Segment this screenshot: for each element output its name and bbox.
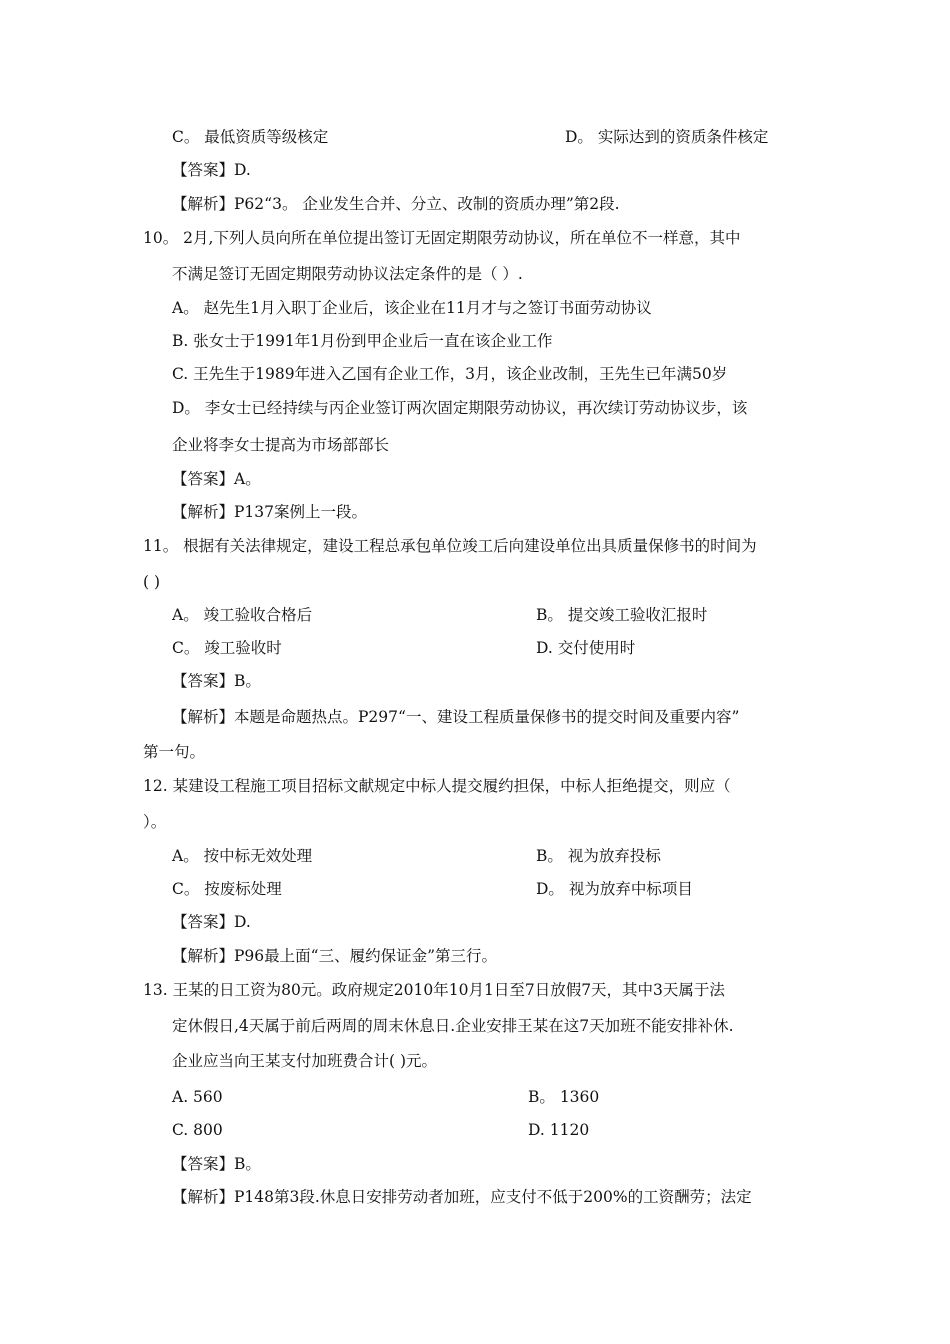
question-12-line-1: 12. 某建设工程施工项目招标文献规定中标人提交履约担保，中标人拒绝提交，则应（ — [143, 777, 731, 795]
analysis-q12: 【解析】P96最上面“三、履约保证金”第三行。 — [172, 947, 498, 965]
option-d-q10-line-1: D。 李女士已经持续与丙企业签订两次固定期限劳动协议，再次续订劳动协议步，该 — [172, 399, 748, 417]
option-c-q10: C. 王先生于1989年进入乙国有企业工作，3月，该企业改制，王先生已年满50岁 — [172, 365, 728, 383]
analysis-q10: 【解析】P137案例上一段。 — [172, 503, 368, 521]
answer-q13: 【答案】B。 — [172, 1155, 261, 1173]
option-a-q12: A。 按中标无效处理 — [172, 847, 313, 865]
question-10-line-1: 10。 2月,下列人员向所在单位提出签订无固定期限劳动协议，所在单位不一样意，其中 — [143, 229, 741, 247]
analysis-q11-line-2: 第一句。 — [143, 743, 206, 761]
question-12-line-2: ）。 — [143, 813, 167, 831]
answer-q12: 【答案】D. — [172, 913, 251, 931]
question-13-line-1: 13. 王某的日工资为80元。政府规定2010年10月1日至7日放假7天，其中3天属于法 — [143, 981, 725, 999]
option-c-q11: C。 竣工验收时 — [172, 639, 282, 657]
question-13-line-3: 企业应当向王某支付加班费合计( )元。 — [172, 1052, 438, 1070]
option-b-q13: B。 1360 — [528, 1088, 600, 1106]
option-d-q13: D. 1120 — [528, 1121, 590, 1139]
option-b-q11: B。 提交竣工验收汇报时 — [536, 606, 708, 624]
analysis-q9: 【解析】P62“3。 企业发生合并、分立、改制的资质办理”第2段. — [172, 195, 620, 213]
question-11-line-1: 11。 根据有关法律规定，建设工程总承包单位竣工后向建设单位出具质量保修书的时间为 — [143, 537, 757, 555]
question-10-line-2: 不满足签订无固定期限劳动协议法定条件的是（ ）. — [172, 265, 523, 283]
option-c-q9: C。 最低资质等级核定 — [172, 128, 329, 146]
option-d-q10-line-2: 企业将李女士提高为市场部部长 — [172, 436, 390, 454]
analysis-q13: 【解析】P148第3段.休息日安排劳动者加班，应支付不低于200%的工资酬劳；法定 — [172, 1188, 752, 1206]
option-c-q13: C. 800 — [172, 1121, 223, 1139]
option-a-q11: A。 竣工验收合格后 — [172, 606, 313, 624]
answer-q11: 【答案】B。 — [172, 672, 261, 690]
question-11-line-2: ( ) — [143, 573, 161, 591]
option-c-q12: C。 按废标处理 — [172, 880, 282, 898]
option-d-q9: D。 实际达到的资质条件核定 — [565, 128, 769, 146]
option-b-q10: B. 张女士于1991年1月份到甲企业后一直在该企业工作 — [172, 332, 553, 350]
answer-q9: 【答案】D. — [172, 161, 251, 179]
option-a-q10: A。 赵先生1月入职丁企业后，该企业在11月才与之签订书面劳动协议 — [172, 299, 652, 317]
option-a-q13: A. 560 — [172, 1088, 223, 1106]
option-d-q12: D。 视为放弃中标项目 — [536, 880, 693, 898]
analysis-q11-line-1: 【解析】本题是命题热点。P297“一、建设工程质量保修书的提交时间及重要内容” — [172, 708, 740, 726]
option-d-q11: D. 交付使用时 — [536, 639, 636, 657]
option-b-q12: B。 视为放弃投标 — [536, 847, 661, 865]
answer-q10: 【答案】A。 — [172, 470, 261, 488]
question-13-line-2: 定休假日,4天属于前后两周的周末休息日.企业安排王某在这7天加班不能安排补休. — [172, 1017, 734, 1035]
